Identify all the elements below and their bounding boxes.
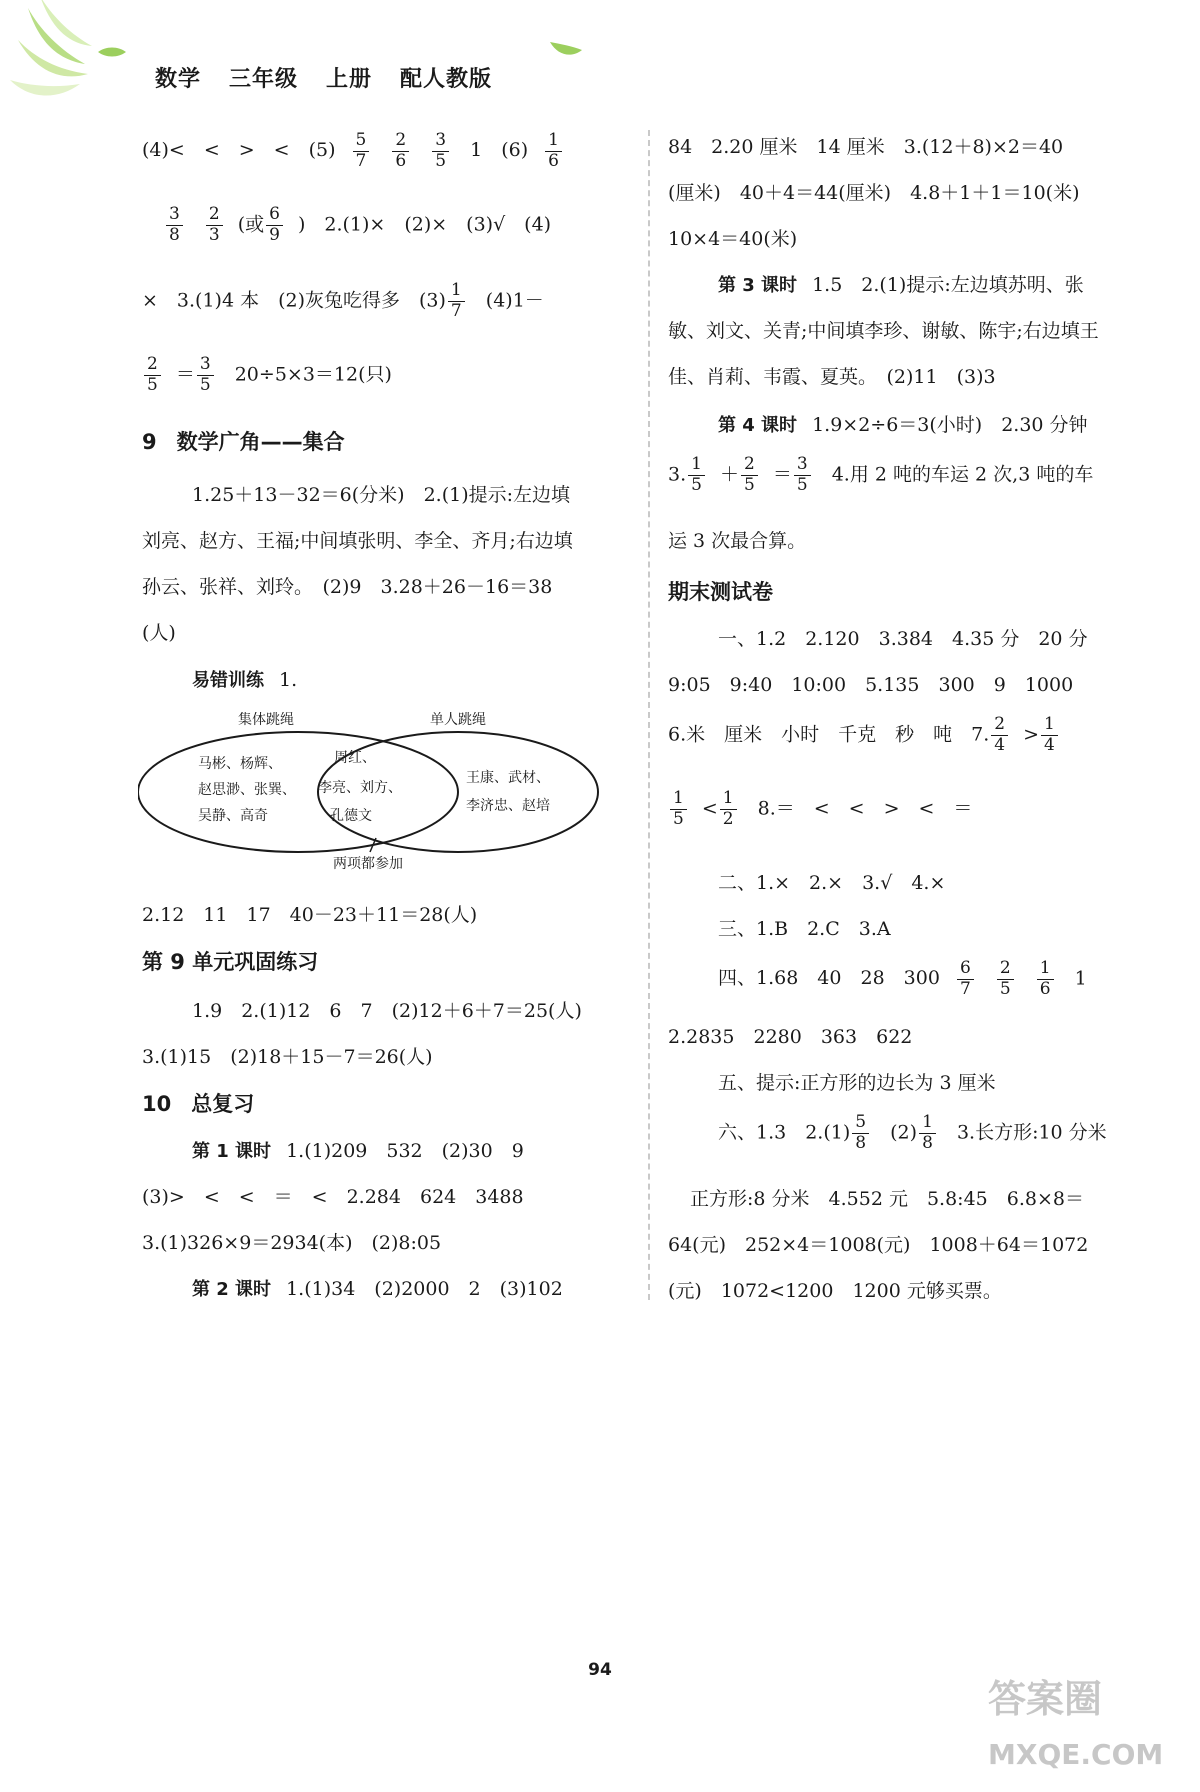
- fraction: $\frac{1}{6}$: [1037, 960, 1054, 999]
- venn-middle-item: 李亮、刘方、: [318, 780, 402, 796]
- page-number: 94: [588, 1660, 612, 1680]
- fraction: $\frac{3}{5}$: [794, 456, 811, 495]
- answer-line: (4)< < > < (5) $\frac{5}{7}$ $\frac{2}{6}$ $\frac{3}{5}$ 1 (6) $\frac{1}{6}$: [142, 132, 562, 171]
- answer-line: 一、1.2 2.120 3.384 4.35 分 20 分: [718, 628, 1088, 650]
- answer-line: 刘亮、赵方、王福;中间填张明、李全、齐月;右边填: [142, 530, 573, 552]
- fraction: $\frac{1}{2}$: [720, 790, 737, 829]
- answer-line: 第 2 课时 1.(1)34 (2)2000 2 (3)102: [192, 1278, 563, 1300]
- fraction: $\frac{3}{5}$: [432, 132, 449, 171]
- fraction: $\frac{2}{5}$: [741, 456, 758, 495]
- answer-line: 9:05 9:40 10:00 5.135 300 9 1000: [668, 674, 1074, 696]
- answer-line: 六、1.3 2.(1) $\frac{5}{8}$ (2) $\frac{1}{8}$ 3.长方形:10 分米: [718, 1112, 1107, 1153]
- fraction: $\frac{1}{7}$: [448, 282, 465, 321]
- answer-line: 第 1 课时 1.(1)209 532 (2)30 9: [192, 1140, 524, 1162]
- venn-left-item: 马彬、杨辉、: [198, 756, 282, 772]
- answer-line: 二、1.× 2.× 3.√ 4.×: [718, 872, 946, 894]
- error-training-heading: 易错训练 1.: [192, 669, 298, 691]
- fraction: $\frac{1}{5}$: [688, 456, 705, 495]
- answer-line: 敏、刘文、关青;中间填李珍、谢敏、陈宇;右边填王: [668, 320, 1099, 342]
- fraction: $\frac{1}{6}$: [545, 132, 562, 171]
- fraction: $\frac{2}{4}$: [991, 716, 1008, 755]
- fraction: $\frac{2}{5}$: [997, 960, 1014, 999]
- answer-line: 佳、肖莉、韦霞、夏英。 (2)11 (3)3: [668, 366, 996, 388]
- venn-diagram: [138, 712, 614, 872]
- venn-right-item: 李济忠、赵培: [466, 798, 550, 814]
- venn-right-label: 单人跳绳: [430, 712, 486, 728]
- header-volume: 上册: [326, 66, 373, 92]
- answer-line: $\frac{2}{5}$ ＝ $\frac{3}{5}$ 20÷5×3＝12(只): [142, 356, 392, 395]
- answer-line: 2.12 11 17 40－23＋11＝28(人): [142, 904, 478, 926]
- answer-line: 64(元) 252×4＝1008(元) 1008＋64＝1072: [668, 1234, 1089, 1256]
- header-grade: 三年级: [229, 66, 299, 92]
- answer-line: (人): [142, 622, 176, 644]
- venn-left-item: 吴静、高奇: [198, 808, 268, 824]
- header-subject: 数学: [155, 66, 202, 92]
- section-heading: 10 总复习: [142, 1092, 255, 1116]
- answer-line: 3.(1)15 (2)18＋15－7＝26(人): [142, 1046, 433, 1068]
- answer-line: 1.25＋13－32＝6(分米) 2.(1)提示:左边填: [192, 484, 571, 506]
- fraction: $\frac{2}{6}$: [392, 132, 409, 171]
- venn-bottom-label: 两项都参加: [333, 856, 403, 872]
- watermark-logo: [978, 1672, 1178, 1784]
- answer-line: 1.9 2.(1)12 6 7 (2)12＋6＋7＝25(人): [192, 1000, 582, 1022]
- answer-line: 6.米 厘米 小时 千克 秒 吨 7. $\frac{2}{4}$ > $\frac{1}{4}$: [668, 716, 1058, 755]
- fraction: $\frac{1}{5}$: [670, 790, 687, 829]
- fraction: $\frac{6}{9}$: [266, 206, 283, 245]
- fraction: $\frac{2}{3}$: [206, 206, 223, 245]
- answer-line: $\frac{1}{5}$ < $\frac{1}{2}$ 8.＝ < < > < ＝: [668, 790, 972, 829]
- answer-line: 正方形:8 分米 4.552 元 5.8:45 6.8×8＝: [690, 1188, 1084, 1210]
- answer-line: 五、提示:正方形的边长为 3 厘米: [718, 1072, 996, 1094]
- answer-line: (3)> < < ＝ < 2.284 624 3488: [142, 1186, 524, 1208]
- answer-line: 10×4＝40(米): [668, 228, 798, 250]
- fraction: $\frac{2}{5}$: [144, 356, 161, 395]
- fraction: $\frac{3}{8}$: [166, 206, 183, 245]
- fraction: $\frac{1}{4}$: [1041, 716, 1058, 755]
- header-edition: 配人教版: [400, 66, 493, 92]
- fraction: $\frac{5}{8}$: [852, 1114, 869, 1153]
- answer-line: 运 3 次最合算。: [668, 530, 807, 552]
- small-leaf-icon: [548, 38, 584, 60]
- venn-middle-item: 孔德文: [330, 808, 372, 824]
- answer-line: 第 3 课时 1.5 2.(1)提示:左边填苏明、张: [718, 274, 1084, 296]
- watermark-line1: 答案圈: [988, 1677, 1103, 1721]
- section-heading: 期末测试卷: [668, 580, 773, 604]
- venn-left-label: 集体跳绳: [238, 712, 294, 728]
- answer-line: 孙云、张祥、刘玲。 (2)9 3.28＋26－16＝38: [142, 576, 553, 598]
- answer-line: 三、1.B 2.C 3.A: [718, 918, 891, 940]
- venn-left-set: [138, 732, 458, 852]
- fraction: $\frac{6}{7}$: [957, 960, 974, 999]
- answer-line: (厘米) 40＋4＝44(厘米) 4.8＋1＋1＝10(米): [668, 182, 1080, 204]
- section-heading: 9 数学广角——集合: [142, 430, 345, 454]
- fraction: $\frac{3}{5}$: [197, 356, 214, 395]
- venn-middle-item: 周红、: [334, 750, 376, 766]
- column-divider: [648, 130, 650, 1300]
- watermark-line2: MXQE.COM: [988, 1738, 1164, 1771]
- answer-line: × 3.(1)4 本 (2)灰兔吃得多 (3) $\frac{1}{7}$ (4)1－: [142, 280, 544, 321]
- venn-right-item: 王康、武材、: [466, 770, 550, 786]
- fraction: $\frac{1}{8}$: [919, 1114, 936, 1153]
- answer-line: 3.(1)326×9＝2934(本) (2)8:05: [142, 1232, 442, 1254]
- answer-line: $\frac{3}{8}$ $\frac{2}{3}$ (或 $\frac{6}{9}$ ) 2.(1)× (2)× (3)√ (4): [164, 206, 551, 245]
- answer-line: 3. $\frac{1}{5}$ ＋ $\frac{2}{5}$ ＝ $\frac{3}{5}$ 4.用 2 吨的车运 2 次,3 吨的车: [668, 454, 1094, 495]
- header-title: [155, 62, 520, 93]
- venn-left-item: 赵思渺、张巽、: [198, 782, 296, 798]
- answer-line: (元) 1072<1200 1200 元够买票。: [668, 1280, 1002, 1302]
- answer-line: 2.2835 2280 363 622: [668, 1026, 913, 1048]
- answer-line: 四、1.68 40 28 300 $\frac{6}{7}$ $\frac{2}{5}$ $\frac{1}{6}$ 1: [718, 958, 1087, 999]
- section-heading: 第 9 单元巩固练习: [142, 950, 319, 974]
- answer-line: 第 4 课时 1.9×2÷6＝3(小时) 2.30 分钟: [718, 414, 1088, 436]
- fraction: $\frac{5}{7}$: [353, 132, 370, 171]
- answer-line: 84 2.20 厘米 14 厘米 3.(12＋8)×2＝40: [668, 136, 1064, 158]
